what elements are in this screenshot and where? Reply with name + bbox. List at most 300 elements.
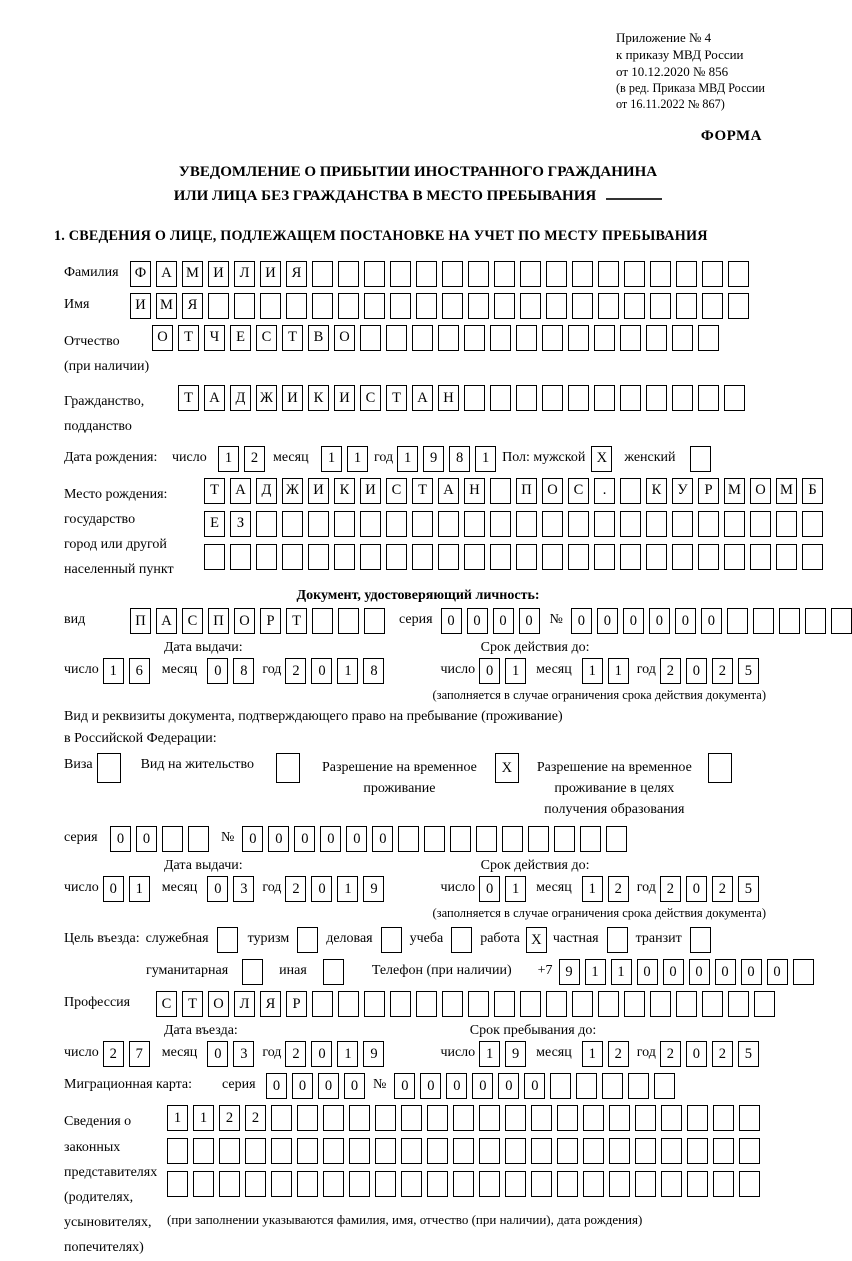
char-cell[interactable]: Л [234, 991, 255, 1017]
char-cell[interactable] [271, 1105, 292, 1131]
char-cell[interactable] [193, 1138, 214, 1164]
char-cell[interactable] [793, 959, 814, 985]
char-cell[interactable]: 1 [337, 1041, 358, 1067]
char-cell[interactable] [546, 991, 567, 1017]
char-cell[interactable]: Ж [256, 385, 277, 411]
char-cell[interactable] [687, 1138, 708, 1164]
char-cell[interactable]: 0 [311, 876, 332, 902]
char-cell[interactable] [576, 1073, 597, 1099]
char-cell[interactable]: 5 [738, 1041, 759, 1067]
char-cell[interactable]: X [526, 927, 547, 953]
char-cell[interactable] [728, 991, 749, 1017]
char-cell[interactable] [624, 991, 645, 1017]
char-cell[interactable] [464, 385, 485, 411]
char-cell[interactable]: 5 [738, 658, 759, 684]
char-cell[interactable] [606, 826, 627, 852]
char-cell[interactable]: 9 [505, 1041, 526, 1067]
char-cell[interactable] [516, 325, 537, 351]
char-cell[interactable]: 1 [582, 1041, 603, 1067]
char-cell[interactable] [516, 511, 537, 537]
char-cell[interactable] [502, 826, 523, 852]
char-cell[interactable] [646, 511, 667, 537]
char-cell[interactable]: А [156, 608, 177, 634]
char-cell[interactable] [271, 1138, 292, 1164]
char-cell[interactable]: 2 [244, 446, 265, 472]
char-cell[interactable]: 1 [608, 658, 629, 684]
char-cell[interactable] [724, 544, 745, 570]
char-cell[interactable]: 0 [311, 1041, 332, 1067]
char-cell[interactable] [661, 1105, 682, 1131]
char-cell[interactable]: 2 [285, 876, 306, 902]
char-cell[interactable] [453, 1105, 474, 1131]
char-cell[interactable] [568, 544, 589, 570]
char-cell[interactable] [728, 293, 749, 319]
char-cell[interactable] [442, 293, 463, 319]
char-cell[interactable]: 9 [559, 959, 580, 985]
char-cell[interactable]: 0 [346, 826, 367, 852]
char-cell[interactable] [542, 511, 563, 537]
char-cell[interactable] [412, 544, 433, 570]
char-cell[interactable] [609, 1138, 630, 1164]
char-cell[interactable]: 0 [311, 658, 332, 684]
char-cell[interactable]: А [156, 261, 177, 287]
char-cell[interactable]: 2 [608, 1041, 629, 1067]
char-cell[interactable] [494, 261, 515, 287]
char-cell[interactable]: 1 [193, 1105, 214, 1131]
char-cell[interactable]: А [412, 385, 433, 411]
char-cell[interactable]: 2 [660, 876, 681, 902]
char-cell[interactable] [802, 511, 823, 537]
char-cell[interactable] [598, 991, 619, 1017]
char-cell[interactable] [583, 1171, 604, 1197]
char-cell[interactable]: С [256, 325, 277, 351]
char-cell[interactable] [690, 446, 711, 472]
char-cell[interactable] [805, 608, 826, 634]
char-cell[interactable]: 2 [712, 876, 733, 902]
char-cell[interactable] [713, 1105, 734, 1131]
char-cell[interactable]: С [156, 991, 177, 1017]
char-cell[interactable]: 0 [637, 959, 658, 985]
char-cell[interactable]: 0 [110, 826, 131, 852]
char-cell[interactable] [442, 261, 463, 287]
char-cell[interactable]: 2 [245, 1105, 266, 1131]
char-cell[interactable] [750, 511, 771, 537]
char-cell[interactable]: 1 [167, 1105, 188, 1131]
char-cell[interactable]: 0 [479, 658, 500, 684]
char-cell[interactable]: 1 [582, 876, 603, 902]
char-cell[interactable] [583, 1105, 604, 1131]
char-cell[interactable] [338, 293, 359, 319]
char-cell[interactable]: О [152, 325, 173, 351]
char-cell[interactable]: 0 [686, 658, 707, 684]
char-cell[interactable] [479, 1105, 500, 1131]
char-cell[interactable] [464, 544, 485, 570]
char-cell[interactable]: У [672, 478, 693, 504]
char-cell[interactable] [323, 1171, 344, 1197]
char-cell[interactable]: Т [286, 608, 307, 634]
char-cell[interactable] [698, 325, 719, 351]
char-cell[interactable] [427, 1138, 448, 1164]
char-cell[interactable] [312, 608, 333, 634]
char-cell[interactable] [624, 293, 645, 319]
char-cell[interactable]: 0 [571, 608, 592, 634]
char-cell[interactable] [245, 1138, 266, 1164]
char-cell[interactable]: 0 [519, 608, 540, 634]
char-cell[interactable]: 1 [337, 876, 358, 902]
char-cell[interactable] [204, 544, 225, 570]
char-cell[interactable]: 1 [505, 876, 526, 902]
char-cell[interactable]: 1 [129, 876, 150, 902]
char-cell[interactable] [713, 1138, 734, 1164]
char-cell[interactable]: 0 [493, 608, 514, 634]
char-cell[interactable] [312, 991, 333, 1017]
char-cell[interactable] [162, 826, 183, 852]
char-cell[interactable]: 8 [363, 658, 384, 684]
char-cell[interactable] [416, 991, 437, 1017]
char-cell[interactable]: М [182, 261, 203, 287]
char-cell[interactable] [531, 1138, 552, 1164]
char-cell[interactable] [505, 1105, 526, 1131]
char-cell[interactable]: Н [438, 385, 459, 411]
char-cell[interactable] [620, 385, 641, 411]
char-cell[interactable]: 0 [207, 876, 228, 902]
char-cell[interactable]: X [591, 446, 612, 472]
char-cell[interactable] [490, 385, 511, 411]
char-cell[interactable] [381, 927, 402, 953]
char-cell[interactable]: 1 [585, 959, 606, 985]
char-cell[interactable] [401, 1171, 422, 1197]
char-cell[interactable] [505, 1171, 526, 1197]
char-cell[interactable]: 0 [524, 1073, 545, 1099]
char-cell[interactable] [338, 261, 359, 287]
char-cell[interactable] [583, 1138, 604, 1164]
char-cell[interactable] [661, 1171, 682, 1197]
char-cell[interactable]: 0 [320, 826, 341, 852]
char-cell[interactable] [323, 1138, 344, 1164]
char-cell[interactable] [219, 1171, 240, 1197]
char-cell[interactable] [698, 544, 719, 570]
char-cell[interactable] [580, 826, 601, 852]
char-cell[interactable] [546, 261, 567, 287]
char-cell[interactable]: 0 [675, 608, 696, 634]
char-cell[interactable] [386, 511, 407, 537]
char-cell[interactable]: 0 [498, 1073, 519, 1099]
char-cell[interactable] [620, 544, 641, 570]
char-cell[interactable]: Ж [282, 478, 303, 504]
char-cell[interactable] [702, 991, 723, 1017]
char-cell[interactable] [531, 1105, 552, 1131]
char-cell[interactable] [297, 1105, 318, 1131]
char-cell[interactable] [424, 826, 445, 852]
char-cell[interactable] [217, 927, 238, 953]
char-cell[interactable]: Т [204, 478, 225, 504]
char-cell[interactable]: 0 [394, 1073, 415, 1099]
char-cell[interactable]: 0 [472, 1073, 493, 1099]
char-cell[interactable] [260, 293, 281, 319]
char-cell[interactable] [390, 991, 411, 1017]
char-cell[interactable]: 1 [479, 1041, 500, 1067]
char-cell[interactable]: 7 [129, 1041, 150, 1067]
char-cell[interactable] [308, 544, 329, 570]
char-cell[interactable] [690, 927, 711, 953]
char-cell[interactable] [753, 608, 774, 634]
char-cell[interactable]: 0 [597, 608, 618, 634]
char-cell[interactable] [676, 293, 697, 319]
char-cell[interactable] [390, 261, 411, 287]
char-cell[interactable]: 9 [423, 446, 444, 472]
char-cell[interactable] [727, 608, 748, 634]
char-cell[interactable]: Ф [130, 261, 151, 287]
char-cell[interactable]: 1 [218, 446, 239, 472]
char-cell[interactable] [557, 1105, 578, 1131]
char-cell[interactable] [219, 1138, 240, 1164]
char-cell[interactable] [646, 385, 667, 411]
char-cell[interactable] [602, 1073, 623, 1099]
char-cell[interactable] [390, 293, 411, 319]
char-cell[interactable]: 0 [344, 1073, 365, 1099]
char-cell[interactable] [568, 511, 589, 537]
char-cell[interactable]: 0 [689, 959, 710, 985]
char-cell[interactable]: 8 [449, 446, 470, 472]
char-cell[interactable]: 1 [337, 658, 358, 684]
char-cell[interactable] [297, 1138, 318, 1164]
char-cell[interactable] [572, 991, 593, 1017]
char-cell[interactable] [427, 1105, 448, 1131]
char-cell[interactable]: 0 [103, 876, 124, 902]
char-cell[interactable]: 0 [372, 826, 393, 852]
char-cell[interactable]: О [208, 991, 229, 1017]
char-cell[interactable] [661, 1138, 682, 1164]
char-cell[interactable]: Т [178, 385, 199, 411]
char-cell[interactable]: К [334, 478, 355, 504]
char-cell[interactable]: С [360, 385, 381, 411]
char-cell[interactable]: 1 [582, 658, 603, 684]
char-cell[interactable] [230, 544, 251, 570]
char-cell[interactable] [271, 1171, 292, 1197]
char-cell[interactable] [594, 544, 615, 570]
char-cell[interactable]: Р [698, 478, 719, 504]
char-cell[interactable] [323, 959, 344, 985]
char-cell[interactable] [360, 511, 381, 537]
char-cell[interactable] [598, 293, 619, 319]
char-cell[interactable] [242, 959, 263, 985]
char-cell[interactable] [442, 991, 463, 1017]
char-cell[interactable]: Е [230, 325, 251, 351]
char-cell[interactable] [520, 991, 541, 1017]
char-cell[interactable] [297, 1171, 318, 1197]
char-cell[interactable] [349, 1138, 370, 1164]
char-cell[interactable]: 1 [321, 446, 342, 472]
char-cell[interactable] [620, 478, 641, 504]
char-cell[interactable] [672, 385, 693, 411]
char-cell[interactable] [479, 1171, 500, 1197]
char-cell[interactable] [245, 1171, 266, 1197]
char-cell[interactable]: 0 [741, 959, 762, 985]
char-cell[interactable] [542, 544, 563, 570]
char-cell[interactable]: Р [260, 608, 281, 634]
char-cell[interactable] [650, 991, 671, 1017]
char-cell[interactable]: З [230, 511, 251, 537]
char-cell[interactable] [476, 826, 497, 852]
char-cell[interactable]: 0 [207, 1041, 228, 1067]
char-cell[interactable] [208, 293, 229, 319]
char-cell[interactable]: 0 [292, 1073, 313, 1099]
char-cell[interactable] [349, 1105, 370, 1131]
char-cell[interactable]: 0 [715, 959, 736, 985]
char-cell[interactable]: 0 [623, 608, 644, 634]
char-cell[interactable] [398, 826, 419, 852]
char-cell[interactable] [698, 385, 719, 411]
char-cell[interactable]: А [438, 478, 459, 504]
char-cell[interactable] [412, 325, 433, 351]
char-cell[interactable] [702, 261, 723, 287]
char-cell[interactable] [256, 544, 277, 570]
char-cell[interactable] [739, 1105, 760, 1131]
char-cell[interactable] [438, 544, 459, 570]
char-cell[interactable]: 0 [268, 826, 289, 852]
char-cell[interactable] [167, 1138, 188, 1164]
char-cell[interactable] [490, 478, 511, 504]
char-cell[interactable] [364, 261, 385, 287]
char-cell[interactable] [338, 608, 359, 634]
char-cell[interactable] [572, 293, 593, 319]
char-cell[interactable] [349, 1171, 370, 1197]
char-cell[interactable] [276, 753, 300, 783]
char-cell[interactable] [312, 293, 333, 319]
char-cell[interactable] [386, 544, 407, 570]
char-cell[interactable] [654, 1073, 675, 1099]
char-cell[interactable]: X [495, 753, 519, 783]
char-cell[interactable] [412, 511, 433, 537]
char-cell[interactable]: 0 [686, 876, 707, 902]
char-cell[interactable] [416, 261, 437, 287]
char-cell[interactable]: И [308, 478, 329, 504]
char-cell[interactable] [427, 1171, 448, 1197]
char-cell[interactable] [334, 511, 355, 537]
char-cell[interactable]: Я [182, 293, 203, 319]
char-cell[interactable]: 0 [686, 1041, 707, 1067]
char-cell[interactable] [672, 544, 693, 570]
char-cell[interactable] [438, 325, 459, 351]
char-cell[interactable] [754, 991, 775, 1017]
char-cell[interactable]: 6 [129, 658, 150, 684]
char-cell[interactable] [572, 261, 593, 287]
char-cell[interactable] [676, 991, 697, 1017]
char-cell[interactable]: П [516, 478, 537, 504]
char-cell[interactable]: О [750, 478, 771, 504]
char-cell[interactable] [594, 511, 615, 537]
char-cell[interactable] [282, 511, 303, 537]
char-cell[interactable] [520, 261, 541, 287]
char-cell[interactable] [364, 991, 385, 1017]
char-cell[interactable] [188, 826, 209, 852]
char-cell[interactable]: Т [386, 385, 407, 411]
char-cell[interactable] [494, 991, 515, 1017]
char-cell[interactable] [468, 991, 489, 1017]
char-cell[interactable]: 1 [505, 658, 526, 684]
char-cell[interactable] [557, 1138, 578, 1164]
char-cell[interactable] [635, 1105, 656, 1131]
char-cell[interactable] [323, 1105, 344, 1131]
char-cell[interactable] [750, 544, 771, 570]
char-cell[interactable]: 0 [266, 1073, 287, 1099]
char-cell[interactable]: 1 [347, 446, 368, 472]
char-cell[interactable] [438, 511, 459, 537]
char-cell[interactable] [312, 261, 333, 287]
char-cell[interactable] [568, 325, 589, 351]
char-cell[interactable]: 0 [649, 608, 670, 634]
char-cell[interactable] [620, 325, 641, 351]
char-cell[interactable]: 9 [363, 1041, 384, 1067]
char-cell[interactable]: 0 [446, 1073, 467, 1099]
char-cell[interactable]: И [334, 385, 355, 411]
char-cell[interactable] [724, 385, 745, 411]
char-cell[interactable] [479, 1138, 500, 1164]
char-cell[interactable] [453, 1171, 474, 1197]
char-cell[interactable]: П [130, 608, 151, 634]
char-cell[interactable]: 0 [420, 1073, 441, 1099]
char-cell[interactable] [672, 325, 693, 351]
char-cell[interactable]: 0 [767, 959, 788, 985]
char-cell[interactable] [779, 608, 800, 634]
char-cell[interactable]: 1 [475, 446, 496, 472]
char-cell[interactable] [490, 325, 511, 351]
char-cell[interactable] [609, 1171, 630, 1197]
char-cell[interactable] [464, 325, 485, 351]
char-cell[interactable]: И [360, 478, 381, 504]
char-cell[interactable]: Т [282, 325, 303, 351]
char-cell[interactable] [308, 511, 329, 537]
char-cell[interactable]: 3 [233, 1041, 254, 1067]
char-cell[interactable]: Я [286, 261, 307, 287]
char-cell[interactable]: 0 [441, 608, 462, 634]
char-cell[interactable]: П [208, 608, 229, 634]
char-cell[interactable] [635, 1171, 656, 1197]
char-cell[interactable]: Б [802, 478, 823, 504]
char-cell[interactable] [282, 544, 303, 570]
char-cell[interactable] [542, 385, 563, 411]
char-cell[interactable]: Н [464, 478, 485, 504]
char-cell[interactable]: 1 [611, 959, 632, 985]
char-cell[interactable]: И [130, 293, 151, 319]
char-cell[interactable] [687, 1171, 708, 1197]
char-cell[interactable]: 2 [103, 1041, 124, 1067]
char-cell[interactable]: 2 [285, 658, 306, 684]
char-cell[interactable] [698, 511, 719, 537]
char-cell[interactable]: А [230, 478, 251, 504]
char-cell[interactable]: Т [412, 478, 433, 504]
char-cell[interactable] [676, 261, 697, 287]
char-cell[interactable] [554, 826, 575, 852]
char-cell[interactable] [702, 293, 723, 319]
char-cell[interactable] [286, 293, 307, 319]
char-cell[interactable]: С [182, 608, 203, 634]
char-cell[interactable] [334, 544, 355, 570]
char-cell[interactable] [708, 753, 732, 783]
char-cell[interactable] [490, 544, 511, 570]
char-cell[interactable] [635, 1138, 656, 1164]
char-cell[interactable]: 8 [233, 658, 254, 684]
char-cell[interactable]: 0 [318, 1073, 339, 1099]
char-cell[interactable]: Л [234, 261, 255, 287]
char-cell[interactable] [776, 544, 797, 570]
char-cell[interactable] [646, 325, 667, 351]
char-cell[interactable] [386, 325, 407, 351]
char-cell[interactable] [505, 1138, 526, 1164]
char-cell[interactable]: 2 [219, 1105, 240, 1131]
char-cell[interactable]: Е [204, 511, 225, 537]
char-cell[interactable]: 0 [136, 826, 157, 852]
